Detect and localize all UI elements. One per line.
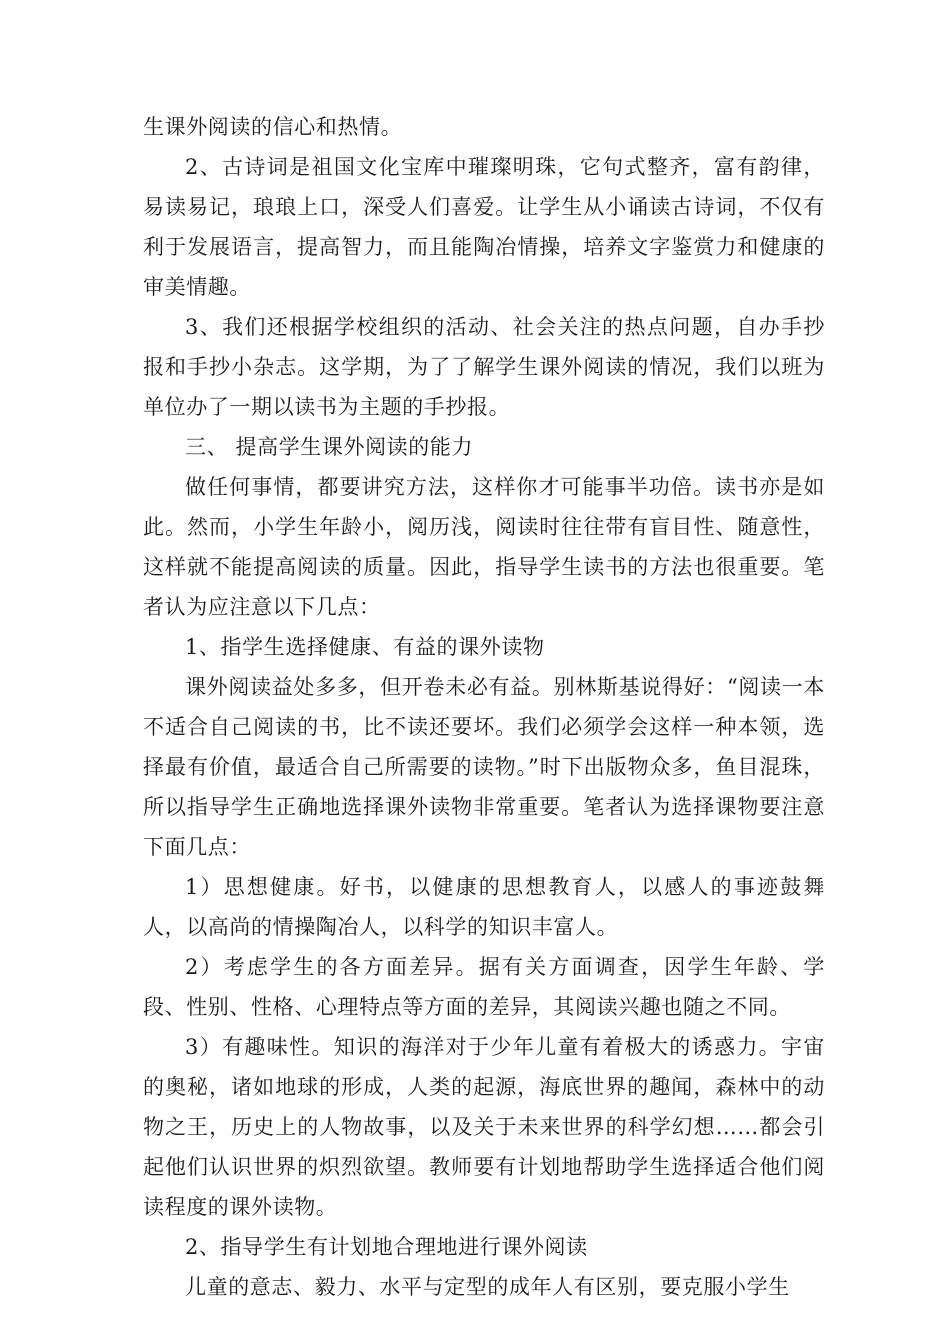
subheading-choose-books: 1、指学生选择健康、有益的课外读物 (185, 635, 545, 659)
paragraph-reading-methods: 做任何事情，都要讲究方法，这样你才可能事半功倍。读书亦是如此。然而，小学生年龄小，阅历浅，阅读时往往带有盲目性、随意性，这样就不能提高阅读的质量。因此，指导学生读书的方法也很重要。笔者认为应注意以下几点： (143, 475, 825, 619)
paragraph-belinsky-quote: 课外阅读益处多多，但开卷未必有益。别林斯基说得好：“阅读一本不适合自己阅读的书，比不读还要坏。我们必须学会这样一种本领，选择最有价值，最适合自己所需要的读物。”时下出版物众多，鱼目混珠，所以指导学生正确地选择课外读物非常重要。笔者认为选择课物要注意下面几点： (143, 675, 825, 859)
list-item-interest: 3）有趣味性。知识的海洋对于少年儿童有着极大的诱惑力。宇宙的奥秘，诸如地球的形成，人类的起源，海底世界的趣闻，森林中的动物之王，历史上的人物故事，以及关于未来世界的科学幻想……都会引起他们认识世界的炽烈欲望。教师要有计划地帮助学生选择适合他们阅读程度的课外读物。 (143, 1035, 825, 1219)
subheading-planned-reading: 2、指导学生有计划地合理地进行课外阅读 (185, 1235, 588, 1259)
list-item-student-differences: 2）考虑学生的各方面差异。据有关方面调查，因学生年龄、学段、性别、性格、心理特点等方面的差异，其阅读兴趣也随之不同。 (143, 955, 825, 1019)
paragraph-children-will: 儿童的意志、毅力、水平与定型的成年人有区别，要克服小学生 (185, 1275, 790, 1299)
list-item-healthy-thought: 1）思想健康。好书，以健康的思想教育人，以感人的事迹鼓舞人，以高尚的情操陶冶人，以科学的知识丰富人。 (143, 875, 825, 939)
paragraph-handwritten-newspaper: 3、我们还根据学校组织的活动、社会关注的热点问题，自办手抄报和手抄小杂志。这学期，为了了解学生课外阅读的情况，我们以班为单位办了一期以读书为主题的手抄报。 (143, 315, 825, 419)
paragraph-continuation: 生课外阅读的信心和热情。 (143, 115, 403, 139)
document-body (143, 107, 825, 1307)
section-heading-reading-ability: 三、 提高学生课外阅读的能力 (185, 435, 474, 459)
paragraph-ancient-poetry: 2、古诗词是祖国文化宝库中璀璨明珠，它句式整齐，富有韵律，易读易记，琅琅上口，深受人们喜爱。让学生从小诵读古诗词，不仅有利于发展语言，提高智力，而且能陶冶情操，培养文字鉴赏力和健康的审美情趣。 (143, 155, 825, 299)
